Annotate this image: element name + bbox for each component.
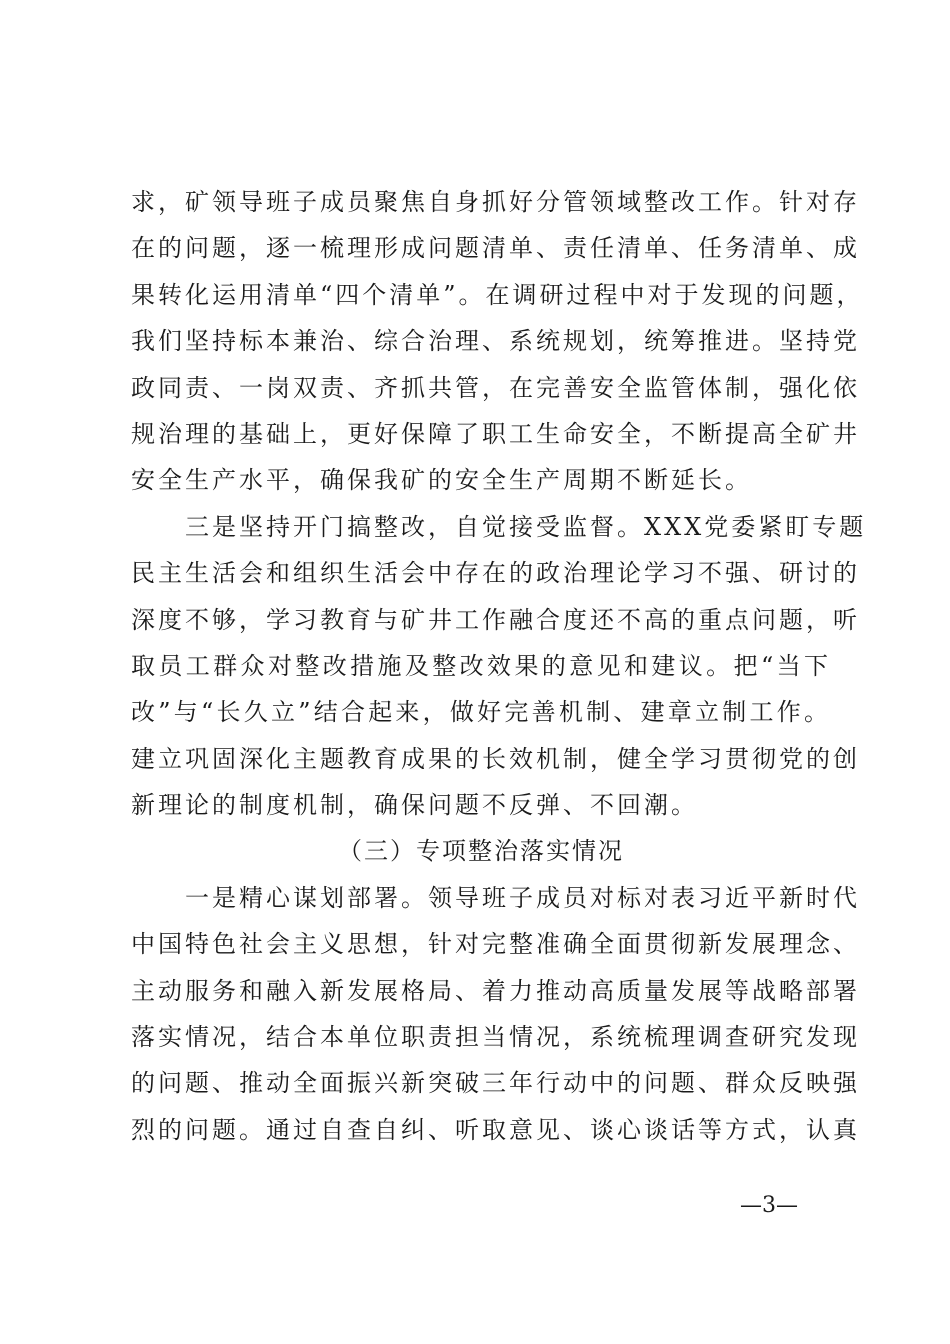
- text-line: 取员工群众对整改措施及整改效果的意见和建议。把“当下: [131, 651, 831, 680]
- document-body: [131, 179, 867, 1153]
- paragraph-careful-planning: [131, 875, 860, 1153]
- text-line: 建立巩固深化主题教育成果的长效机制，健全学习贯彻党的创: [131, 744, 860, 773]
- text-line: 果转化运用清单“四个清单”。在调研过程中对于发现的问题，: [131, 280, 864, 309]
- section-heading-block: [131, 828, 831, 874]
- text-line: 在的问题，逐一梳理形成问题清单、责任清单、任务清单、成: [131, 234, 860, 263]
- text-line: 民主生活会和组织生活会中存在的政治理论学习不强、研讨的: [131, 559, 860, 588]
- text-line: 政同责、一岗双责、齐抓共管，在完善安全监管体制，强化依: [131, 373, 860, 402]
- text-line: 我们坚持标本兼治、综合治理、系统规划，统筹推进。坚持党: [131, 327, 860, 356]
- text-line: 规治理的基础上，更好保障了职工生命安全，不断提高全矿井: [131, 419, 860, 448]
- text-line: 一是精心谋划部署。领导班子成员对标对表习近平新时代: [131, 883, 860, 912]
- text-line: 三是坚持开门搞整改，自觉接受监督。XXX党委紧盯专题: [131, 512, 867, 541]
- text-line: 主动服务和融入新发展格局、着力推动高质量发展等战略部署: [131, 976, 860, 1005]
- text-line: 落实情况，结合本单位职责担当情况，系统梳理调查研究发现: [131, 1023, 860, 1052]
- paragraph-open-door-rectification: [131, 504, 867, 829]
- text-line: 新理论的制度机制，确保问题不反弹、不回潮。: [131, 791, 698, 820]
- paragraph-rectification-summary: [131, 179, 864, 504]
- text-line: 安全生产水平，确保我矿的安全生产周期不断延长。: [131, 466, 752, 495]
- text-line: 求，矿领导班子成员聚焦自身抓好分管领域整改工作。针对存: [131, 188, 860, 216]
- text-line: 烈的问题。通过自查自纠、听取意见、谈心谈话等方式，认真: [131, 1115, 860, 1144]
- text-line: 深度不够，学习教育与矿井工作融合度还不高的重点问题，听: [131, 605, 860, 634]
- text-line: 中国特色社会主义思想，针对完整准确全面贯彻新发展理念、: [131, 930, 860, 959]
- page-number: —3—: [740, 1193, 798, 1218]
- text-line: 改”与“长久立”结合起来，做好完善机制、建章立制工作。: [131, 698, 831, 727]
- text-line: 的问题、推动全面振兴新突破三年行动中的问题、群众反映强: [131, 1069, 860, 1098]
- section-heading: （三）专项整治落实情况: [338, 837, 624, 866]
